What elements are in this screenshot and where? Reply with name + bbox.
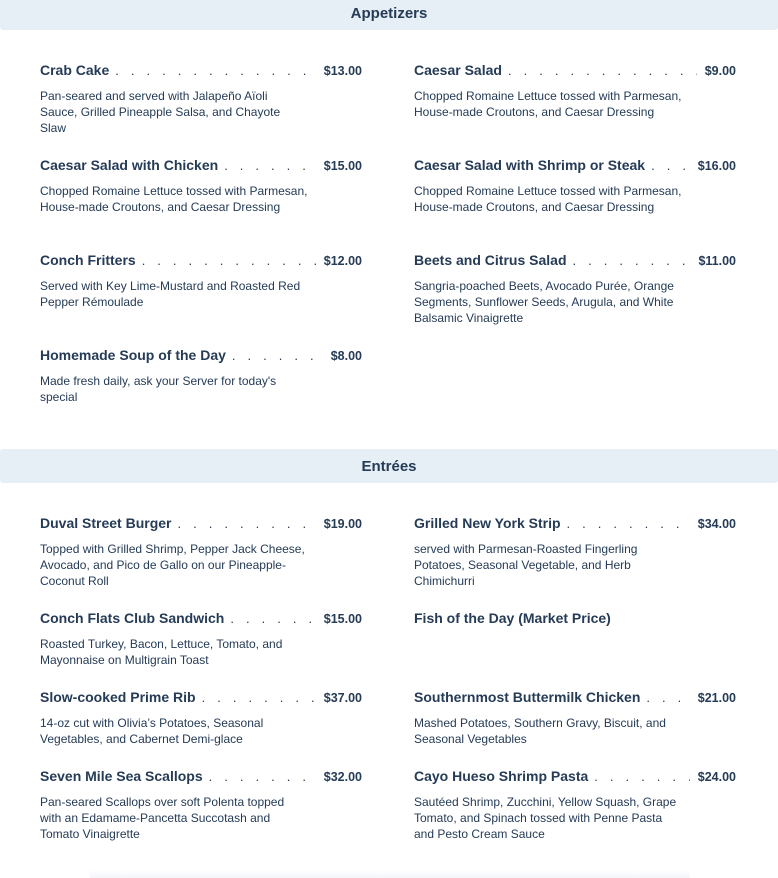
item-name: Caesar Salad with Chicken [40,157,219,173]
item-name: Caesar Salad [414,62,502,78]
item-name: Beets and Citrus Salad [414,252,567,268]
item-price: $13.00 [323,64,362,78]
bottom-divider [90,870,690,878]
dot-leader [177,516,315,531]
dot-leader [202,690,316,705]
menu-item [40,768,362,842]
menu-item [40,157,362,215]
item-description: Served with Key Lime-Mustard and Roasted Red Pepper Rémoulade [40,279,301,309]
item-description: Chopped Romaine Lettuce tossed with Parmesan, House-made Croutons, and Caesar Dressing [414,184,682,214]
menu-item [414,157,736,215]
menu-item [40,252,362,310]
dot-leader [651,158,690,173]
section-header-appetizers [0,0,778,30]
dot-leader [142,253,316,268]
section-title: Appetizers [350,4,428,22]
item-description: Pan-seared Scallops over soft Polenta topped with an Edamame-Pancetta Succotash and Tomato Vinaigrette [40,795,285,841]
item-description: 14-oz cut with Olivia’s Potatoes, Seasonal Vegetables, and Cabernet Demi-glace [40,716,264,746]
section-header-entrees [0,449,778,483]
menu-item [40,515,362,589]
dot-leader [232,348,323,363]
dot-leader [646,690,689,705]
menu-item [414,610,736,630]
item-price: $16.00 [697,159,736,173]
item-name: Homemade Soup of the Day [40,347,226,363]
dot-leader [209,769,316,784]
item-name: Crab Cake [40,62,110,78]
item-description: Topped with Grilled Shrimp, Pepper Jack Cheese, Avocado, and Pico de Gallo on our Pineapple-Coconut Roll [40,542,305,588]
item-description: Roasted Turkey, Bacon, Lettuce, Tomato, and Mayonnaise on Multigrain Toast [40,637,283,667]
item-name: Seven Mile Sea Scallops [40,768,203,784]
item-price: $8.00 [330,349,362,363]
dot-leader [573,253,691,268]
menu-item [414,768,736,842]
item-name: Slow-cooked Prime Rib [40,689,196,705]
menu-item [414,252,736,326]
item-price: $15.00 [323,159,362,173]
item-price: $19.00 [323,517,362,531]
menu-item [40,62,362,136]
dot-leader [567,516,690,531]
item-price: $9.00 [704,64,736,78]
item-name: Conch Flats Club Sandwich [40,610,225,626]
dot-leader [230,611,315,626]
item-name: Caesar Salad with Shrimp or Steak [414,157,646,173]
item-description: Sautéed Shrimp, Zucchini, Yellow Squash, Grape Tomato, and Spinach tossed with Penne Pasta and Pesto Cream Sauce [414,795,677,841]
item-price: $21.00 [697,691,736,705]
item-price: $32.00 [323,770,362,784]
menu-item [40,610,362,668]
item-name: Cayo Hueso Shrimp Pasta [414,768,589,784]
item-price: $12.00 [323,254,362,268]
menu-item [414,515,736,589]
dot-leader [224,158,316,173]
item-price: $15.00 [323,612,362,626]
item-price: $11.00 [698,254,736,268]
item-description: served with Parmesan-Roasted Fingerling Potatoes, Seasonal Vegetable, and Herb Chimichurri [414,542,638,588]
item-description: Pan-seared and served with Jalapeño Aïoli Sauce, Grilled Pineapple Salsa, and Chayote Slaw [40,89,281,135]
item-price: $34.00 [697,517,736,531]
item-price: $37.00 [323,691,362,705]
dot-leader [115,63,316,78]
dot-leader [508,63,697,78]
item-description: Mashed Potatoes, Southern Gravy, Biscuit, and Seasonal Vegetables [414,716,666,746]
dot-leader [594,769,689,784]
item-price: $24.00 [697,770,736,784]
menu-item [414,689,736,747]
item-name: Southernmost Buttermilk Chicken [414,689,641,705]
item-description: Made fresh daily, ask your Server for today's special [40,374,277,404]
item-description: Chopped Romaine Lettuce tossed with Parmesan, House-made Croutons, and Caesar Dressing [40,184,308,214]
section-title: Entrées [361,457,417,475]
menu-item [414,62,736,120]
item-name: Conch Fritters [40,252,136,268]
item-description: Chopped Romaine Lettuce tossed with Parmesan, House-made Croutons, and Caesar Dressing [414,89,682,119]
item-description: Sangria-poached Beets, Avocado Purée, Orange Segments, Sunflower Seeds, Arugula, and White Balsamic Vinaigrette [414,279,674,325]
item-name: Fish of the Day (Market Price) [414,610,611,626]
item-name: Grilled New York Strip [414,515,561,531]
menu-item [40,347,362,405]
menu-item [40,689,362,747]
item-name: Duval Street Burger [40,515,172,531]
